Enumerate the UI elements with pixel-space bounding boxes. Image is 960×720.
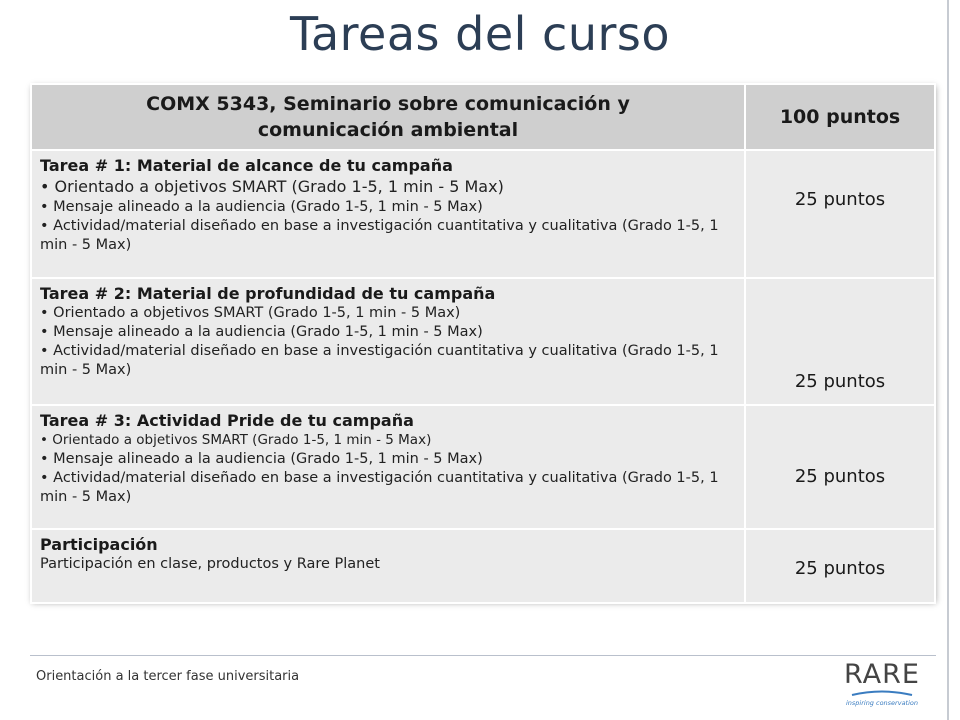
- table-row: [31, 405, 935, 529]
- row-item: Participación en clase, productos y Rare Planet: [40, 556, 380, 572]
- table-row: [31, 150, 935, 278]
- table-row: [31, 278, 935, 405]
- header-course: COMX 5343, Seminario sobre comunicación y comunicación ambiental: [31, 84, 745, 150]
- row-description: [31, 529, 745, 603]
- row-item: • Mensaje alineado a la audiencia (Grado 1-5, 1 min - 5 Max): [40, 199, 483, 215]
- logo-tagline: inspiring conservation: [845, 699, 919, 707]
- row-item: • Orientado a objetivos SMART (Grado 1-5, 1 min - 5 Max): [40, 305, 461, 321]
- row-description: [31, 405, 745, 529]
- row-title: Tarea # 1: Material de alcance de tu campaña: [40, 156, 453, 175]
- row-points: 25 puntos: [745, 150, 935, 278]
- page-title: Tareas del curso: [289, 7, 671, 61]
- row-item: • Actividad/material diseñado en base a investigación cuantitativa y cualitativa (Grado 1-5, 1 min - 5 Max): [40, 343, 719, 378]
- row-title: Participación: [40, 535, 158, 554]
- table-row: [31, 529, 935, 603]
- logo-wordmark: RARE: [844, 659, 920, 690]
- footer-divider: [30, 655, 936, 656]
- row-description: [31, 278, 745, 405]
- row-item: • Mensaje alineado a la audiencia (Grado 1-5, 1 min - 5 Max): [40, 451, 483, 467]
- rare-logo: [842, 660, 922, 710]
- right-edge-rule: [947, 0, 949, 720]
- row-item: • Actividad/material diseñado en base a investigación cuantitativa y cualitativa (Grado 1-5, 1 min - 5 Max): [40, 470, 719, 505]
- row-title: Tarea # 2: Material de profundidad de tu campaña: [40, 284, 496, 303]
- row-points: 25 puntos: [745, 529, 935, 603]
- footer-text: Orientación a la tercer fase universitaria: [36, 669, 300, 684]
- row-points: 25 puntos: [745, 278, 935, 405]
- row-item: • Orientado a objetivos SMART (Grado 1-5, 1 min - 5 Max): [40, 177, 504, 196]
- row-title: Tarea # 3: Actividad Pride de tu campaña: [40, 411, 414, 430]
- assignments-table: [30, 83, 934, 600]
- row-item: • Mensaje alineado a la audiencia (Grado 1-5, 1 min - 5 Max): [40, 324, 483, 340]
- row-description: [31, 150, 745, 278]
- row-item: • Actividad/material diseñado en base a investigación cuantitativa y cualitativa (Grado 1-5, 1 min - 5 Max): [40, 218, 719, 253]
- row-points: 25 puntos: [745, 405, 935, 529]
- row-item: • Orientado a objetivos SMART (Grado 1-5, 1 min - 5 Max): [40, 432, 432, 448]
- table-header-row: [31, 84, 935, 150]
- header-points: 100 puntos: [745, 84, 935, 150]
